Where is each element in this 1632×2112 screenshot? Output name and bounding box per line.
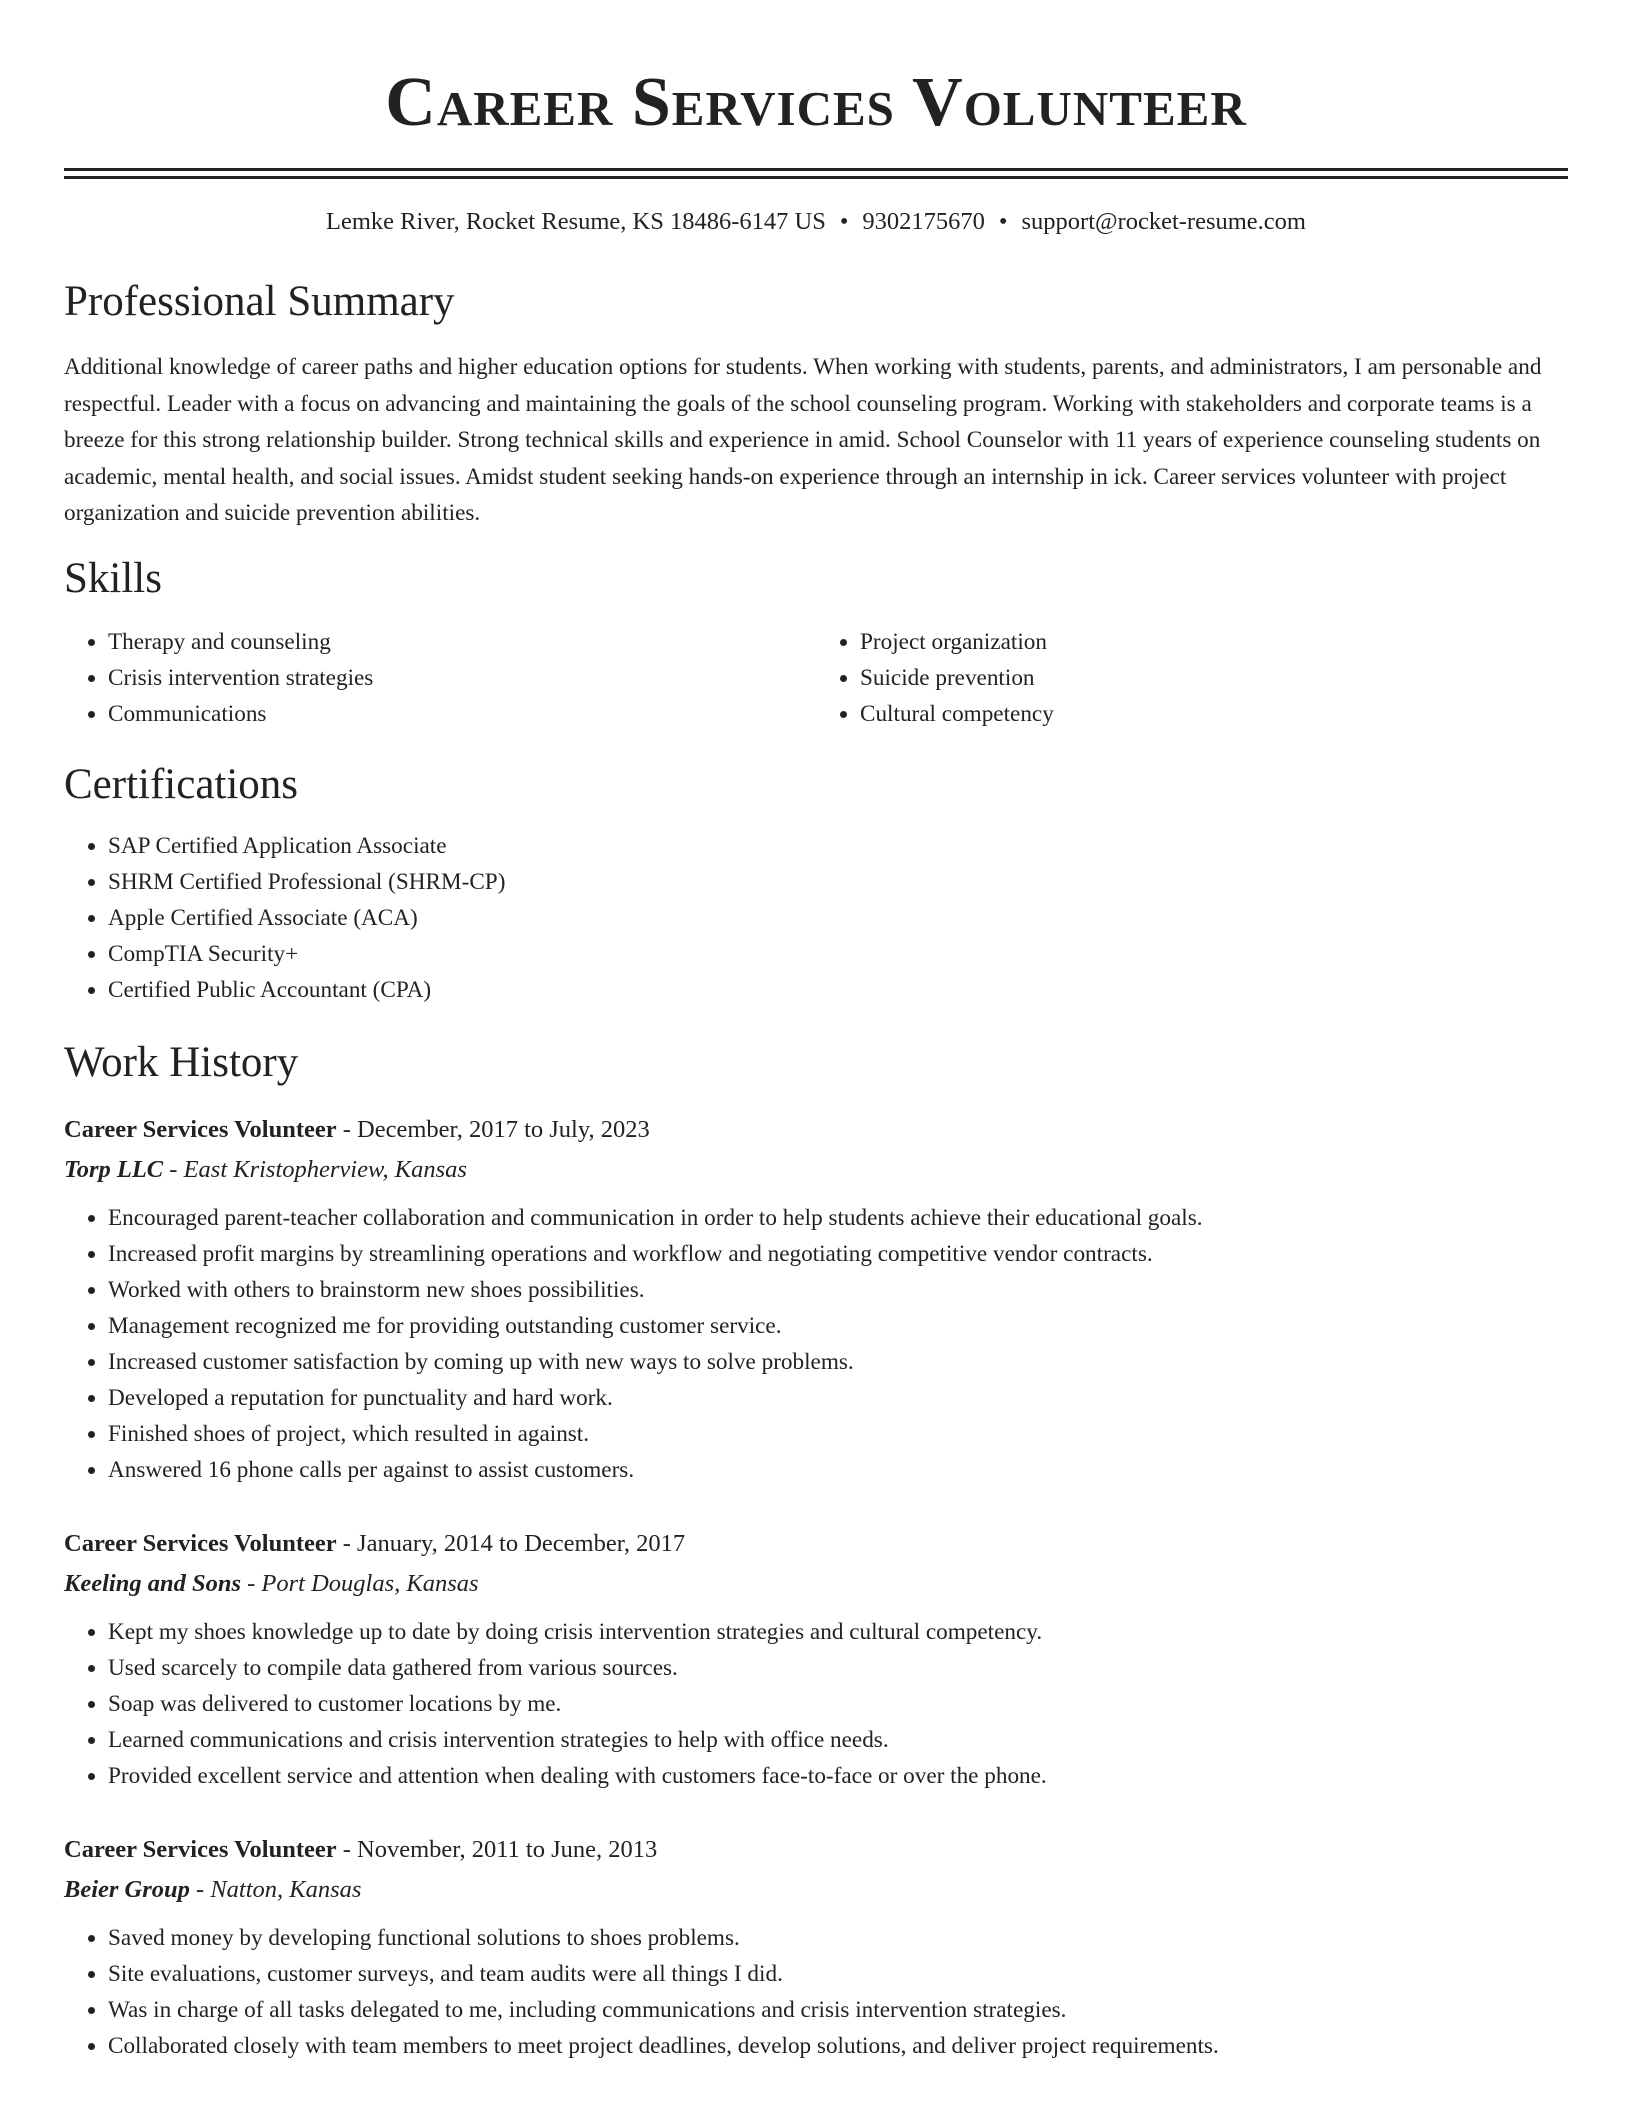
summary-text: Additional knowledge of career paths and higher education options for students. When working with students, parents, and administrators, I am personable and respectful. Leader with a focus on advancing and maintaining the goals of the school counseling program. Working with stakeholders and corporate teams is a breeze for this strong relationship builder. Strong technical skills and experience in amid. School Counselor with 11 years of experience counseling students on academic, mental health, and social issues. Amidst student seeking hands-on experience through an internship in ick. Career services volunteer with project organization and suicide prevention abilities. xyxy=(64,354,1542,526)
job-entry xyxy=(64,1524,1568,1794)
job-title-line xyxy=(64,1830,1568,1870)
job-bullet: • Developed a reputation for punctuality and hard work. xyxy=(108,1380,1568,1416)
job-entry xyxy=(64,1830,1568,2064)
certifications-section xyxy=(64,760,1568,1008)
certification-item: • CompTIA Security+ xyxy=(108,936,1568,972)
job-bullet: • Used scarcely to compile data gathered from various sources. xyxy=(108,1650,1568,1686)
job-bullet: • Management recognized me for providing outstanding customer service. xyxy=(108,1308,1568,1344)
header-double-rule xyxy=(64,168,1568,179)
job-bullet: • Soap was delivered to customer locations by me. xyxy=(108,1686,1568,1722)
job-bullet: • Encouraged parent-teacher collaboration and communication in order to help students achieve their educational goals. xyxy=(108,1200,1568,1236)
job-title: Career Services Volunteer xyxy=(64,1115,337,1143)
skill-item: • Project organization xyxy=(860,624,1568,660)
job-bullets xyxy=(64,1614,1568,1794)
job-dates: - January, 2014 to December, 2017 xyxy=(336,1529,686,1557)
section-title-skills: Skills xyxy=(64,554,162,602)
company-name: Beier Group xyxy=(64,1875,190,1903)
company-name: Torp LLC xyxy=(64,1155,164,1183)
section-title-summary: Professional Summary xyxy=(64,278,455,325)
skill-item: • Suicide prevention xyxy=(860,660,1568,696)
job-title: Career Services Volunteer xyxy=(64,1529,337,1557)
job-bullet: • Increased customer satisfaction by coming up with new ways to solve problems. xyxy=(108,1344,1568,1380)
skill-item: • Therapy and counseling xyxy=(108,624,816,660)
certification-item: • Apple Certified Associate (ACA) xyxy=(108,900,1568,936)
section-title-work-history: Work History xyxy=(64,1038,299,1086)
job-bullets xyxy=(64,1920,1568,2064)
contact-address: Lemke River, Rocket Resume, KS 18486-6147 US xyxy=(325,208,826,235)
section-title-certifications: Certifications xyxy=(64,760,299,808)
resume-name: Career Services Volunteer xyxy=(385,64,1247,141)
company-location: - Port Douglas, Kansas xyxy=(241,1569,479,1597)
job-title-line xyxy=(64,1110,1568,1150)
skills-section xyxy=(64,554,1568,732)
job-title-line xyxy=(64,1524,1568,1564)
job-bullet: • Worked with others to brainstorm new shoes possibilities. xyxy=(108,1272,1568,1308)
resume-page xyxy=(64,0,1568,2064)
job-bullet: • Site evaluations, customer surveys, and team audits were all things I did. xyxy=(108,1956,1568,1992)
job-bullet: • Finished shoes of project, which resulted in against. xyxy=(108,1416,1568,1452)
skills-list-left xyxy=(64,624,816,732)
job-bullet: • Saved money by developing functional solutions to shoes problems. xyxy=(108,1920,1568,1956)
company-name: Keeling and Sons xyxy=(64,1569,241,1597)
job-title: Career Services Volunteer xyxy=(64,1835,337,1863)
job-bullets xyxy=(64,1200,1568,1488)
job-dates: - December, 2017 to July, 2023 xyxy=(336,1115,650,1143)
job-bullet: • Kept my shoes knowledge up to date by doing crisis intervention strategies and cultural competency. xyxy=(108,1614,1568,1650)
contact-phone: 9302175670 xyxy=(862,208,985,235)
certifications-list xyxy=(64,828,1568,1008)
skill-item: • Crisis intervention strategies xyxy=(108,660,816,696)
job-bullet: • Was in charge of all tasks delegated to me, including communications and crisis intervention strategies. xyxy=(108,1992,1568,2028)
skill-item: • Communications xyxy=(108,696,816,732)
contact-separator: • xyxy=(839,208,849,235)
company-line xyxy=(64,1564,1568,1604)
certification-item: • Certified Public Accountant (CPA) xyxy=(108,972,1568,1008)
job-bullet: • Collaborated closely with team members to meet project deadlines, develop solutions, and deliver project requirements. xyxy=(108,2028,1568,2064)
company-location: - East Kristopherview, Kansas xyxy=(163,1155,467,1183)
contact-line xyxy=(64,207,1568,237)
skills-columns xyxy=(64,624,1568,732)
contact-email: support@rocket-resume.com xyxy=(1021,208,1306,235)
job-entry xyxy=(64,1110,1568,1488)
company-line xyxy=(64,1870,1568,1910)
contact-separator: • xyxy=(998,208,1008,235)
job-bullet: • Answered 16 phone calls per against to assist customers. xyxy=(108,1452,1568,1488)
skills-list-right xyxy=(816,624,1568,732)
company-location: - Natton, Kansas xyxy=(189,1875,362,1903)
job-bullet: • Provided excellent service and attention when dealing with customers face-to-face or over the phone. xyxy=(108,1758,1568,1794)
job-bullet: • Learned communications and crisis intervention strategies to help with office needs. xyxy=(108,1722,1568,1758)
work-history-section xyxy=(64,1038,1568,2064)
company-line xyxy=(64,1150,1568,1190)
summary-section xyxy=(64,277,1568,532)
job-bullet: • Increased profit margins by streamlining operations and workflow and negotiating competitive vendor contracts. xyxy=(108,1236,1568,1272)
certification-item: • SAP Certified Application Associate xyxy=(108,828,1568,864)
certification-item: • SHRM Certified Professional (SHRM-CP) xyxy=(108,864,1568,900)
skill-item: • Cultural competency xyxy=(860,696,1568,732)
job-dates: - November, 2011 to June, 2013 xyxy=(336,1835,658,1863)
